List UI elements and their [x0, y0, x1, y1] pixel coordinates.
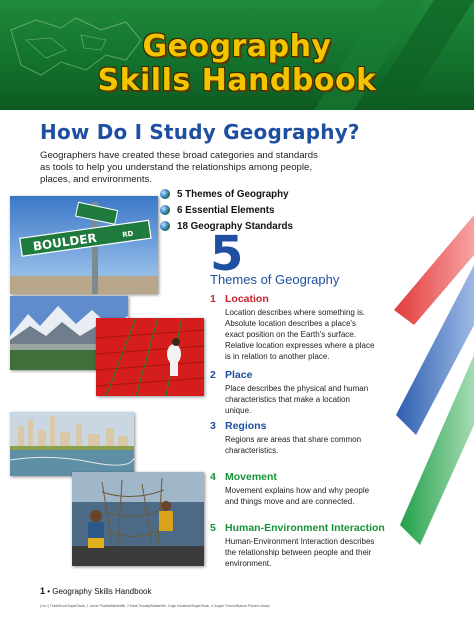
tulip-field-photo — [96, 318, 204, 396]
theme-number: 4 — [210, 471, 216, 483]
theme-name: Location — [225, 293, 269, 305]
intro-paragraph: Geographers have created these broad categories and standards as tools to help you understand the relationships among people, places, and environments. — [40, 150, 318, 186]
theme-number: 3 — [210, 420, 216, 432]
globe-icon — [160, 205, 170, 215]
sign-text-rd: RD — [121, 229, 134, 240]
city-photo — [10, 412, 134, 476]
footer-label: Geography Skills Handbook — [52, 587, 152, 596]
decorative-ribbons — [384, 215, 474, 555]
big-number-five: 5 — [210, 226, 244, 282]
globe-icon — [160, 189, 170, 199]
list-item: 5 Themes of Geography — [160, 186, 293, 202]
title-line-2: Skills Handbook — [97, 63, 377, 98]
theme-name: Regions — [225, 420, 267, 432]
page-number: 1 — [40, 586, 46, 596]
theme-name: Place — [225, 369, 253, 381]
theme-description: Human-Environment Interaction describes the relationship between people and their environment. — [225, 537, 375, 568]
handbook-title — [0, 30, 474, 98]
sign-text-boulder: BOULDER — [32, 230, 98, 254]
header-banner — [0, 0, 474, 110]
fishermen-photo — [72, 472, 204, 566]
theme-description: Movement explains how and why people and things move and are connected. — [225, 486, 370, 506]
photo-credits: (l to r) ThinkStock/SuperStock, 1 Javier Pucilla/Masterfile, 2 Mark Tomalty/Masterfile, 3 age fotostock/SuperStock, 4 Jurgen Freund/Nature Picture Library — [40, 604, 270, 608]
theme-number: 1 — [210, 293, 216, 305]
theme-name: Human-Environment Interaction — [225, 522, 385, 534]
theme-description: Location describes where something is. Absolute location describes a place's exact position on the Earth's surface. Relative location expresses where a place is in relation to another place. — [225, 308, 375, 361]
footer-bullet: • — [47, 587, 51, 596]
page-heading: How Do I Study Geography? — [40, 120, 360, 144]
page-footer — [40, 586, 151, 596]
street-sign-photo — [10, 196, 158, 294]
theme-name: Movement — [225, 471, 277, 483]
list-item: 6 Essential Elements — [160, 202, 293, 218]
title-line-1: Geography — [142, 29, 332, 64]
globe-icon — [160, 221, 170, 231]
theme-description: Place describes the physical and human characteristics that make a location unique. — [225, 384, 369, 415]
theme-number: 2 — [210, 369, 216, 381]
list-item: 18 Geography Standards — [160, 218, 293, 234]
themes-title: Themes of Geography — [210, 272, 340, 287]
theme-number: 5 — [210, 522, 216, 534]
theme-description: Regions are areas that share common characteristics. — [225, 435, 362, 455]
